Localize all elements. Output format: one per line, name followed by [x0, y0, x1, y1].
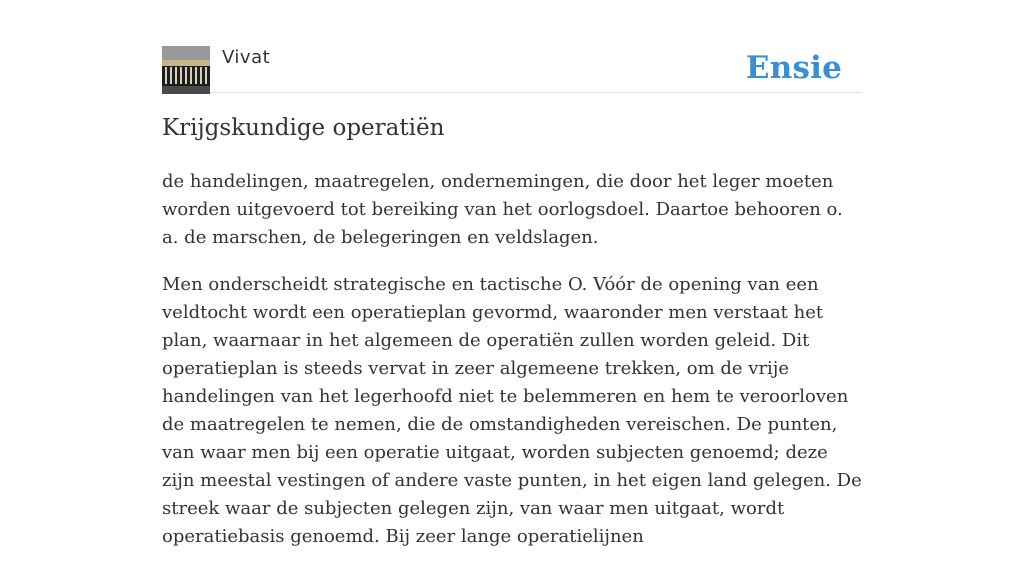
- article-body: [162, 168, 862, 570]
- site-header: [162, 46, 862, 93]
- article-paragraph: de handelingen, maatregelen, ondernemingen, die door het leger moeten worden uitgevoerd tot bereiking van het oorlogsdoel. Daartoe behooren o. a. de marschen, de belegeringen en veldslagen.: [162, 171, 843, 248]
- brand-logo[interactable]: Ensie: [745, 50, 842, 86]
- typewriter-keys-icon: [162, 46, 210, 94]
- author-avatar[interactable]: [162, 46, 210, 94]
- article-paragraph: Men onderscheidt strategische en tactische O. Vóór de opening van een veldtocht wordt een operatieplan gevormd, waaronder men verstaat het plan, waarnaar in het algemeen de operatiën zullen worden geleid. Dit operatieplan is steeds vervat in zeer algemeene trekken, om de vrije handelingen van het legerhoofd niet te belemmeren en hem te veroorloven de maatregelen te nemen, die de omstandigheden vereischen. De punten, van waar men bij een operatie uitgaat, worden subjecten genoemd; deze zijn meestal vestingen of andere vaste punten, in het eigen land gelegen. De streek waar de subjecten gelegen zijn, van waar men uitgaat, wordt operatiebasis genoemd. Bij zeer lange operatielijnen: [162, 274, 862, 547]
- author-name[interactable]: Vivat: [222, 47, 271, 68]
- article-title: Krijgskundige operatiën: [162, 115, 445, 141]
